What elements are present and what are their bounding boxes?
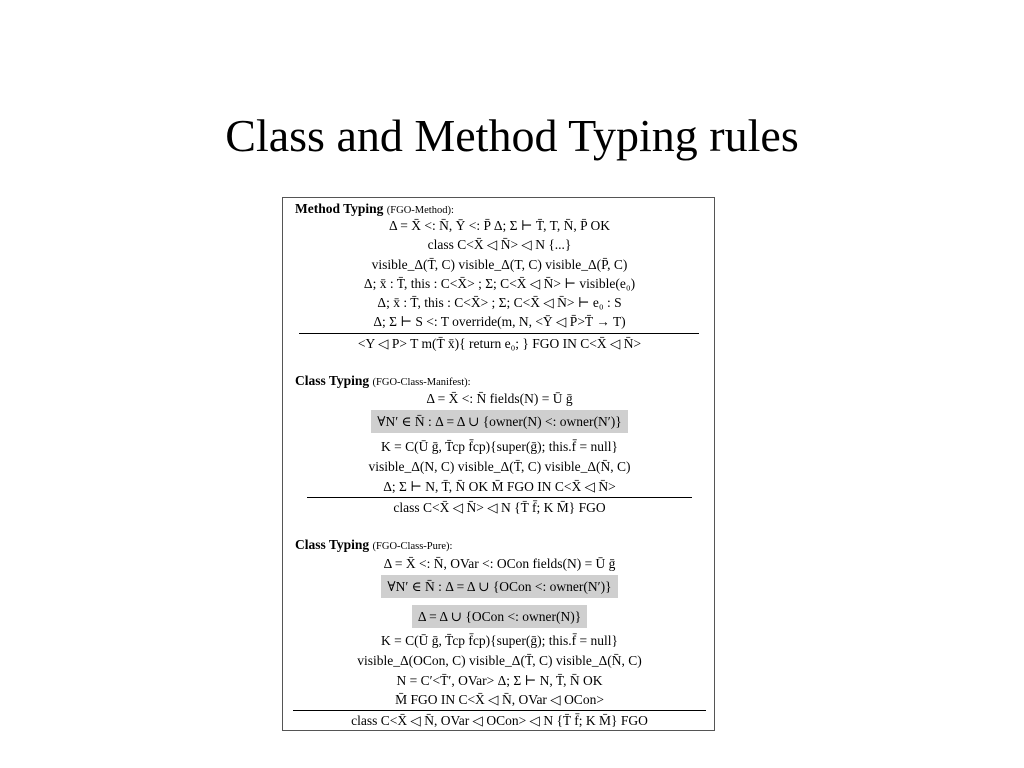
- method-rule-tag: (FGO-Method):: [386, 205, 454, 216]
- manifest-heading-label: Class Typing: [295, 373, 370, 388]
- pure-conclusion: class C<X̄ ◁ N̄, OVar ◁ OCon> ◁ N {T̄ f̄; K M̄} FGO: [351, 713, 648, 728]
- manifest-premise: visible_Δ(N, C) visible_Δ(T̄, C) visible_Δ(N̄, C): [368, 459, 631, 474]
- inference-line: [307, 497, 692, 498]
- method-heading-label: Method Typing: [295, 201, 384, 216]
- manifest-premise-shaded: [283, 410, 716, 433]
- method-premise: Δ; Σ ⊢ S <: T override(m, N, <Ȳ ◁ P̄>T̄ → T): [373, 314, 626, 329]
- manifest-premise: Δ; Σ ⊢ N, T̄, N̄ OK M̄ FGO IN C<X̄ ◁ N̄>: [383, 479, 616, 494]
- pure-premise: N = C′<T̄′, OVar> Δ; Σ ⊢ N, T̄, N̄ OK: [396, 673, 603, 688]
- pure-premise-shaded: [283, 605, 716, 628]
- pure-premise: Δ = X̄ <: N̄, OVar <: OCon fields(N) = Ū ḡ: [383, 556, 616, 571]
- manifest-conclusion: class C<X̄ ◁ N̄> ◁ N {T̄ f̄; K M̄} FGO: [393, 500, 606, 515]
- pure-premise: visible_Δ(OCon, C) visible_Δ(T̄, C) visible_Δ(N̄, C): [357, 653, 642, 668]
- shaded-constraint: Δ = Δ ∪ {OCon <: owner(N)}: [412, 605, 587, 628]
- typing-rules-figure: [282, 197, 715, 731]
- pure-rule-tag: (FGO-Class-Pure):: [372, 541, 453, 552]
- manifest-rule-tag: (FGO-Class-Manifest):: [372, 377, 471, 388]
- class-manifest-heading: [295, 372, 471, 391]
- pure-heading-label: Class Typing: [295, 537, 370, 552]
- pure-premise: K = C(Ū ḡ, T̄cp f̄cp){super(ḡ); this.f̄ = null}: [381, 633, 618, 648]
- method-conclusion: <Y ◁ P> T m(T̄ x̄){ return e₀; } FGO IN C<X̄ ◁ N̄>: [357, 336, 642, 351]
- method-premise: visible_Δ(T̄, C) visible_Δ(T, C) visible_Δ(P̄, C): [371, 257, 628, 272]
- pure-premise-shaded: [283, 575, 716, 598]
- manifest-premise: K = C(Ū ḡ, T̄cp f̄cp){super(ḡ); this.f̄ = null}: [381, 439, 618, 454]
- class-pure-heading: [295, 536, 452, 555]
- manifest-premise: Δ = X̄ <: N̄ fields(N) = Ū ḡ: [426, 391, 573, 406]
- inference-line: [299, 333, 699, 334]
- method-premise: class C<X̄ ◁ N̄> ◁ N {...}: [427, 237, 572, 252]
- method-premise: Δ; x̄ : T̄, this : C<X̄> ; Σ; C<X̄ ◁ N̄> ⊢ e₀ : S: [377, 295, 622, 310]
- pure-premise: M̄ FGO IN C<X̄ ◁ N̄, OVar ◁ OCon>: [395, 692, 604, 707]
- method-premise: Δ = X̄ <: N̄, Ȳ <: P̄ Δ; Σ ⊢ T̄, T, N̄, P̄ OK: [388, 218, 611, 233]
- shaded-constraint: ∀N′ ∈ N̄ : Δ = Δ ∪ {OCon <: owner(N′)}: [381, 575, 617, 598]
- method-premise: Δ; x̄ : T̄, this : C<X̄> ; Σ; C<X̄ ◁ N̄> ⊢ visible(e₀): [363, 276, 636, 291]
- inference-line: [293, 710, 706, 711]
- slide-title: Class and Method Typing rules: [225, 110, 799, 161]
- shaded-constraint: ∀N′ ∈ N̄ : Δ = Δ ∪ {owner(N) <: owner(N′)}: [371, 410, 627, 433]
